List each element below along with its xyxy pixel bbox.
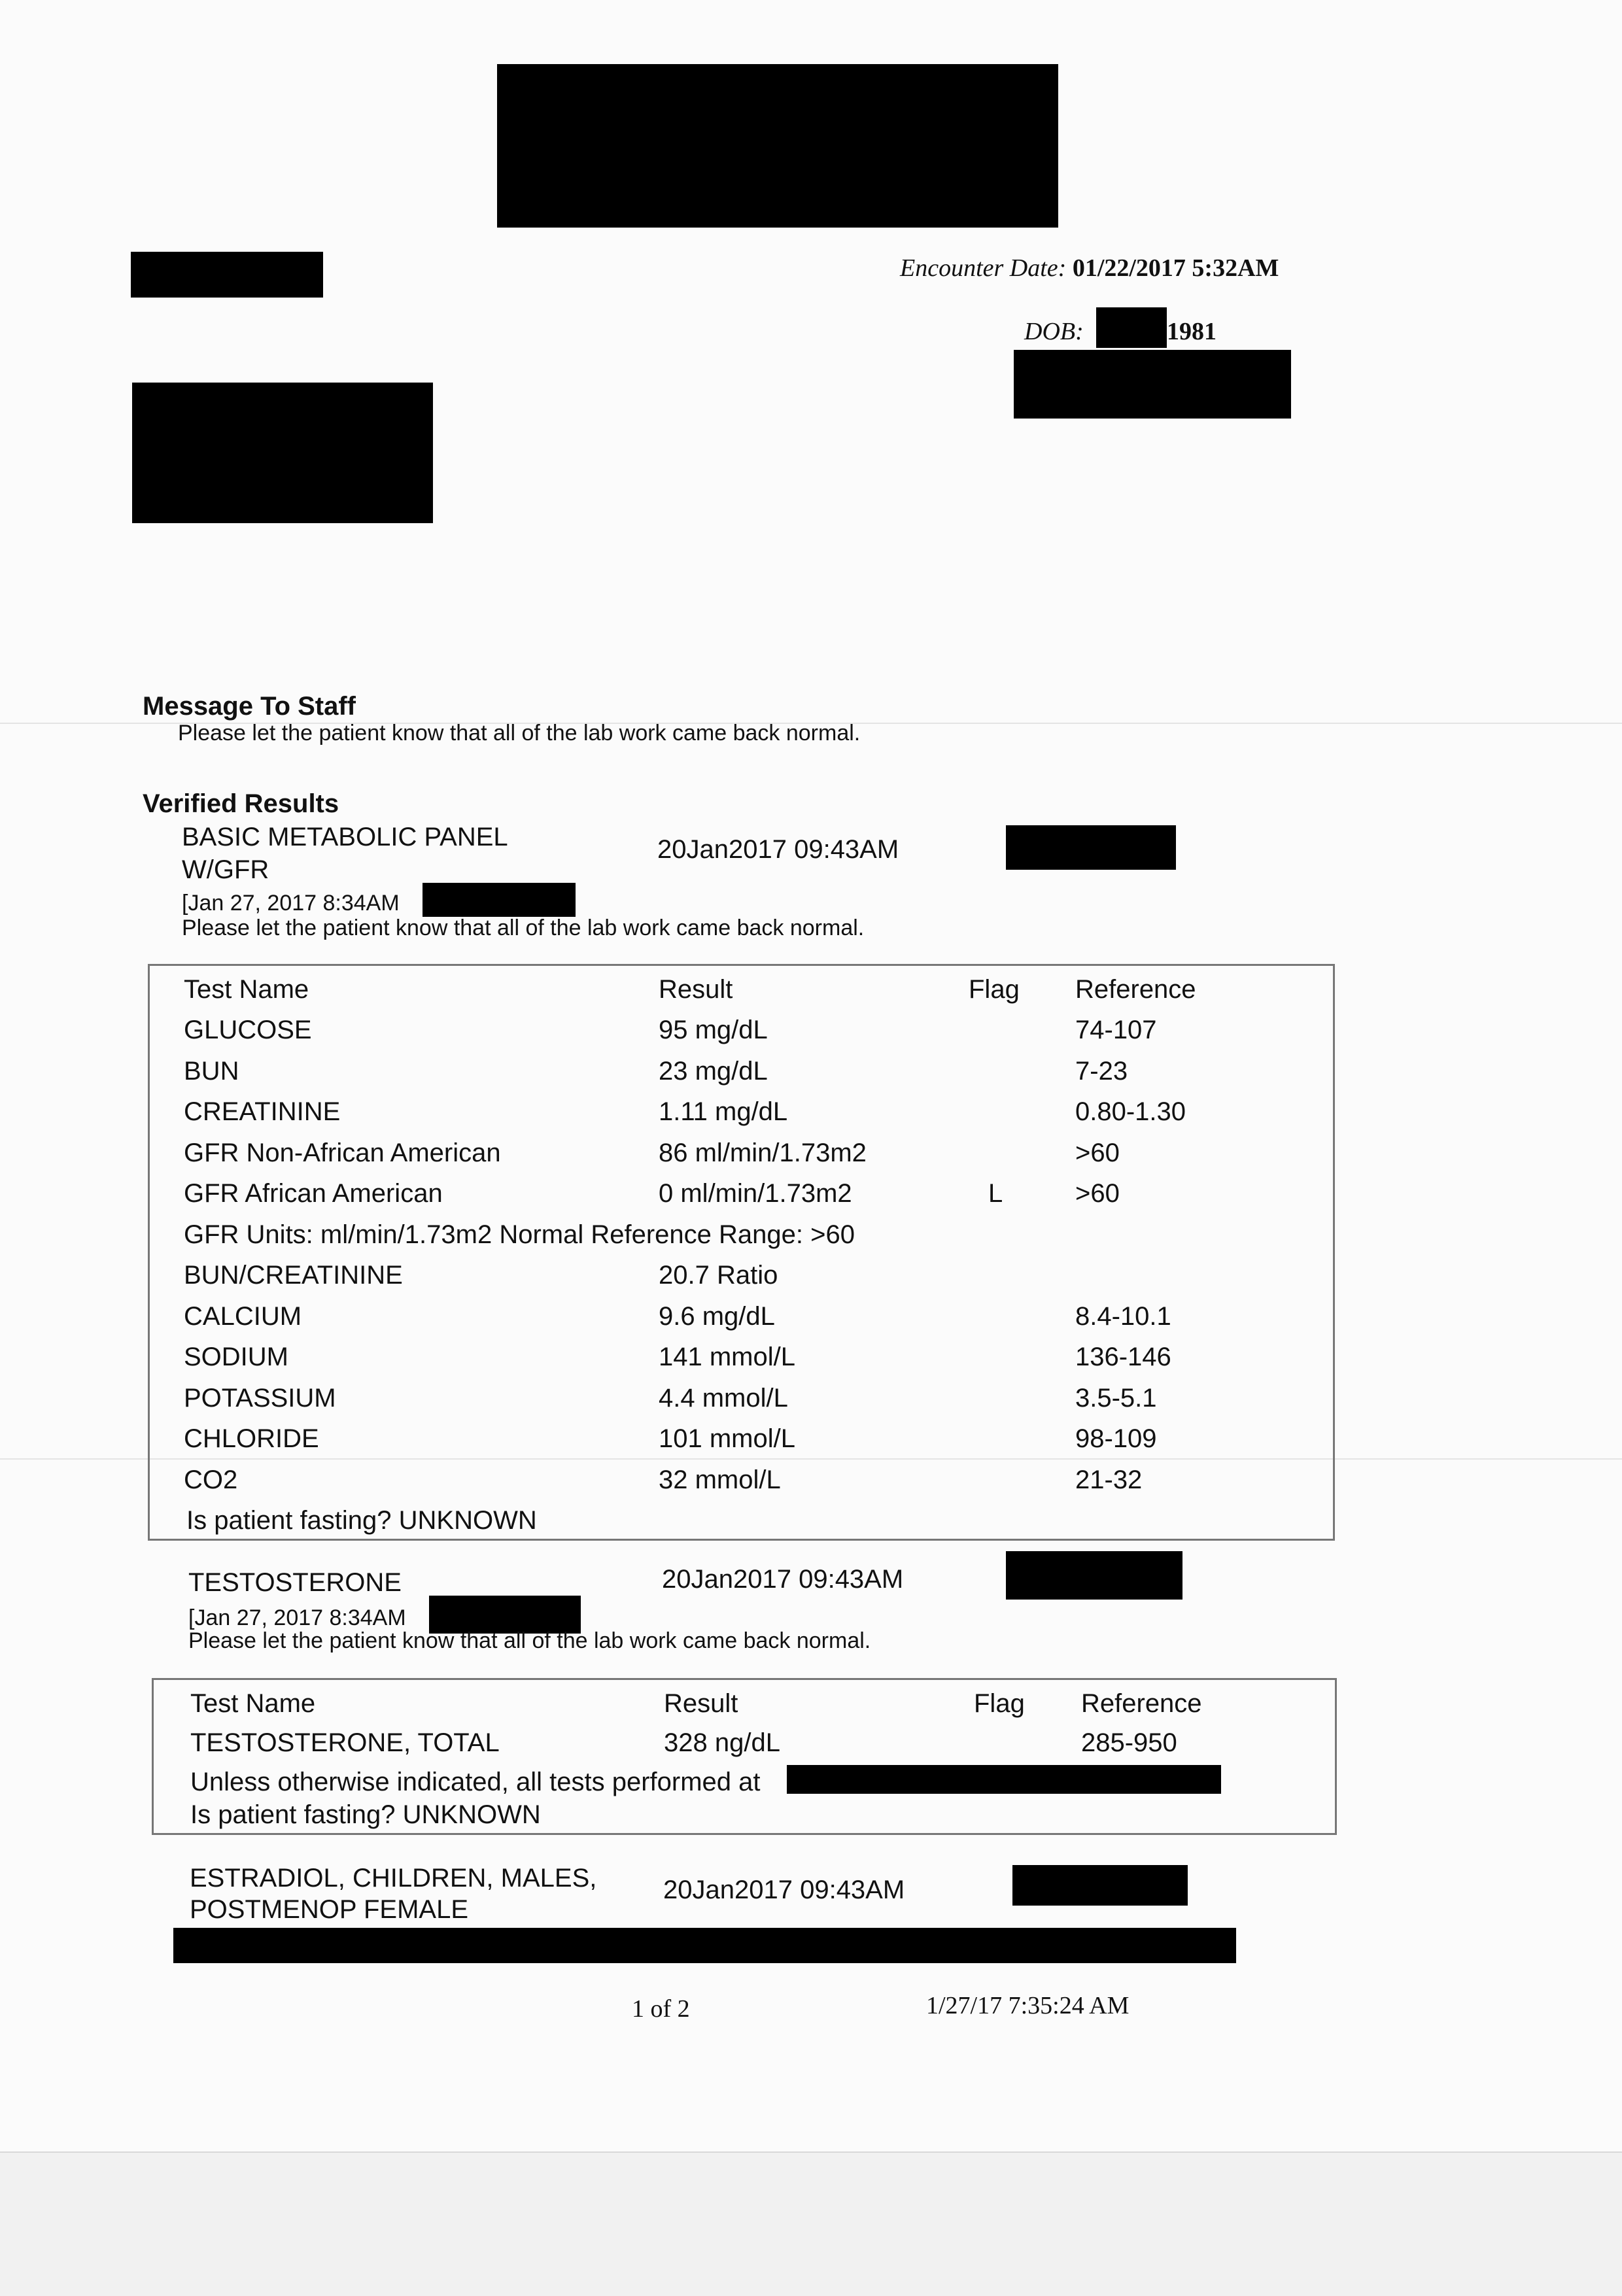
test-reference: >60 [1075,1138,1120,1167]
panel1-fasting: Is patient fasting? UNKNOWN [186,1506,537,1535]
test-reference: 7-23 [1075,1056,1128,1086]
test-name: BUN [184,1056,239,1086]
table-row [150,1179,1333,1218]
table-row [150,1139,1333,1178]
panel1-results-table [148,964,1335,1541]
redaction-lab-name [787,1765,1221,1794]
panel2-verified-line: [Jan 27, 2017 8:34AM [188,1605,406,1630]
test-name: POTASSIUM [184,1383,336,1413]
test-reference: 21-32 [1075,1465,1143,1494]
col-test-name: Test Name [184,975,309,1004]
test-reference: 74-107 [1075,1016,1157,1044]
table-row [150,1465,1333,1505]
table-row [150,1220,1333,1259]
test-reference: 0.80-1.30 [1075,1097,1186,1126]
test-result: 9.6 mg/dL [659,1301,775,1331]
col-flag: Flag [974,1689,1025,1718]
message-body: Please let the patient know that all of the lab work came back normal. [178,721,861,745]
test-name: TESTOSTERONE, TOTAL [190,1728,500,1757]
message-title: Message To Staff [143,692,356,721]
test-name: SODIUM [184,1343,288,1371]
test-reference: 136-146 [1075,1343,1171,1371]
table-row [150,1384,1333,1423]
test-result: 328 ng/dL [664,1728,780,1757]
col-flag: Flag [969,975,1020,1004]
redaction-panel1-verifier [423,883,576,917]
redaction-logo [497,64,1058,228]
table-row [150,1261,1333,1300]
printed-timestamp: 1/27/17 7:35:24 AM [926,1992,1130,2019]
test-result: 32 mmol/L [659,1465,781,1494]
col-test-name: Test Name [190,1689,316,1718]
panel1-name-line1: BASIC METABOLIC PANEL [182,823,508,851]
panel2-collected: 20Jan2017 09:43AM [662,1565,904,1594]
panel1-collected: 20Jan2017 09:43AM [657,835,899,864]
scan-bottom-margin [0,2151,1622,2296]
test-name: CREATININE [184,1097,341,1126]
panel3-name-line2: POSTMENOP FEMALE [190,1895,469,1924]
panel3-name-line1: ESTRADIOL, CHILDREN, MALES, [190,1864,597,1893]
col-reference: Reference [1081,1689,1202,1718]
table-header-row [154,1689,1335,1728]
test-name: GLUCOSE [184,1016,312,1044]
col-result: Result [659,975,733,1004]
table-row [150,1057,1333,1096]
test-name: CO2 [184,1465,238,1494]
redaction-panel3-detail [173,1928,1236,1963]
test-reference: 98-109 [1075,1424,1157,1453]
panel3-collected: 20Jan2017 09:43AM [663,1876,905,1904]
table-header-row [150,975,1333,1014]
redaction-panel1-status [1006,825,1176,870]
encounter-date-value: 01/22/2017 5:32AM [1072,254,1279,282]
test-name: CALCIUM [184,1301,302,1331]
test-result: 4.4 mmol/L [659,1383,788,1413]
redaction-id [1014,350,1291,419]
test-reference: 285-950 [1081,1728,1177,1757]
encounter-date-label: Encounter Date: [900,254,1067,282]
redaction-dob-day [1096,307,1167,348]
test-reference: 8.4-10.1 [1075,1301,1171,1331]
redaction-patient-name [131,252,323,298]
test-name: GFR African American [184,1179,443,1208]
table-row [150,1424,1333,1464]
col-reference: Reference [1075,975,1196,1004]
table-row [150,1097,1333,1137]
redaction-address [132,383,433,523]
table-row [150,1302,1333,1341]
test-result: 20.7 Ratio [659,1261,778,1290]
test-flag: L [988,1179,1003,1208]
table-row [150,1343,1333,1382]
redaction-panel2-status [1006,1551,1182,1600]
test-result: 95 mg/dL [659,1016,768,1044]
dob-year: 1981 [1167,318,1216,345]
test-result: 23 mg/dL [659,1056,768,1086]
test-result: 0 ml/min/1.73m2 [659,1179,852,1208]
panel2-name: TESTOSTERONE [188,1568,402,1597]
test-name: GFR Units: ml/min/1.73m2 Normal Reference Range: >60 [184,1220,855,1249]
test-name: GFR Non-African American [184,1138,501,1167]
test-reference: >60 [1075,1179,1120,1208]
panel2-performed: Unless otherwise indicated, all tests performed at [190,1768,761,1796]
test-name: BUN/CREATININE [184,1261,403,1290]
dob-label: DOB: [1024,318,1084,345]
test-result: 86 ml/min/1.73m2 [659,1138,867,1167]
panel2-note: Please let the patient know that all of the lab work came back normal. [188,1628,871,1653]
panel1-verified-line: [Jan 27, 2017 8:34AM [182,891,400,916]
test-result: 141 mmol/L [659,1343,795,1371]
redaction-panel3-status [1012,1865,1188,1906]
encounter-date [900,254,1279,283]
table-row [150,1016,1333,1055]
verified-results-title: Verified Results [143,789,339,818]
col-result: Result [664,1689,738,1718]
dob [1024,317,1084,346]
test-name: CHLORIDE [184,1424,319,1453]
test-result: 101 mmol/L [659,1424,795,1453]
panel2-fasting: Is patient fasting? UNKNOWN [190,1800,541,1829]
test-reference: 3.5-5.1 [1075,1383,1157,1413]
test-result: 1.11 mg/dL [659,1097,788,1126]
panel1-note: Please let the patient know that all of the lab work came back normal. [182,916,865,940]
panel2-results-table [152,1678,1337,1835]
page-number: 1 of 2 [632,1995,690,2023]
table-row [154,1728,1335,1768]
panel1-name-line2: W/GFR [182,855,269,884]
